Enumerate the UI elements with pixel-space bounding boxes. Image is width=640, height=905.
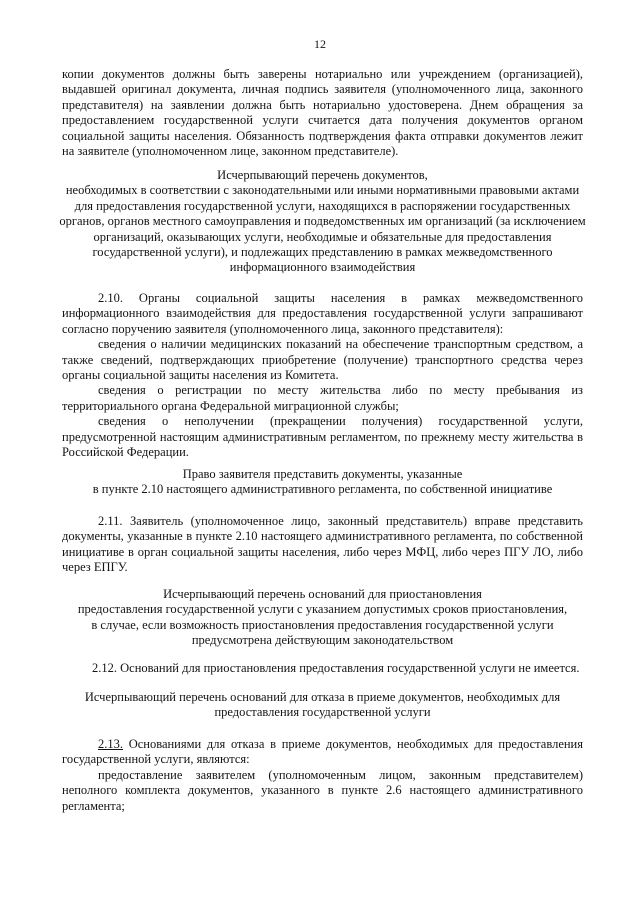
heading-applicant-right <box>40 467 605 498</box>
page-number: 12 <box>314 37 326 51</box>
clause-number: 2.13. <box>98 737 123 751</box>
paragraph-2-10-b: сведения о регистрации по месту жительства либо по месту пребывания из территориального органа Федеральной миграционной службы; <box>62 383 583 413</box>
heading-line: информационного взаимодействия <box>229 260 416 275</box>
section-2-10 <box>62 291 583 460</box>
paragraph-2-12: 2.12. Оснований для приостановления предоставления государственной услуги не имеется. <box>92 661 580 675</box>
heading-line: государственной услуги), и подлежащих представлению в рамках межведомственного <box>92 245 553 260</box>
heading-line: предоставления государственной услуги <box>214 705 431 720</box>
heading-line: Исчерпывающий перечень документов, <box>217 168 428 182</box>
paragraph-2-10-a: сведения о наличии медицинских показаний на обеспечение транспортным средством, а также сведений, подтверждающих приобретение (получение) транспортного средства через органы социальной защиты населения из Комитета. <box>62 337 583 383</box>
intro-paragraph: копии документов должны быть заверены нотариально или учреждением (организацией), выдавшей оригинал документа, личная подпись заявителя (уполномоченного лица, законного представителя) на заявлении должна быть нотариально удостоверена. Днем обращения за предоставлением государственной услуги считается дата получения документов органом социальной защиты населения. Обязанность подтверждения факта отправки документов лежит на заявителе (уполномоченном лице, законном представителе). <box>62 67 583 159</box>
heading-line: предоставления государственной услуги с указанием допустимых сроков приостановления, <box>77 602 568 617</box>
section-2-13 <box>62 737 583 814</box>
heading-line: предусмотрена действующим законодательством <box>191 633 454 648</box>
heading-line: в случае, если возможность приостановления предоставления государственной услуги <box>91 617 554 632</box>
paragraph-2-13 <box>62 737 583 768</box>
heading-documents-list <box>40 168 605 276</box>
heading-line: в пункте 2.10 настоящего административного регламента, по собственной инициативе <box>92 482 553 497</box>
heading-line: организаций, оказывающих услуги, необходимые и обязательные для предоставления <box>93 229 552 244</box>
heading-line: Исчерпывающий перечень оснований для отказа в приеме документов, необходимых для <box>84 690 561 704</box>
heading-line: Исчерпывающий перечень оснований для приостановления <box>163 587 482 601</box>
heading-line: Право заявителя представить документы, указанные <box>182 467 463 481</box>
heading-line: необходимых в соответствии с законодательными или иными нормативными правовыми актами <box>65 183 580 198</box>
paragraph-2-13-a: предоставление заявителем (уполномоченным лицом, законным представителем) неполного комплекта документов, указанного в пункте 2.6 настоящего административного регламента; <box>62 767 583 813</box>
heading-refusal <box>40 690 605 721</box>
heading-line: для предоставления государственной услуги, находящихся в распоряжении государственных <box>74 198 571 213</box>
heading-suspension <box>40 587 605 649</box>
heading-line: органов, органов местного самоуправления и подведомственных им организаций (за исключением <box>59 214 586 229</box>
clause-text: Основаниями для отказа в приеме документов, необходимых для предоставления государственной услуги, являются: <box>62 737 583 767</box>
paragraph-2-10-c: сведения о неполучении (прекращении получения) государственной услуги, предусмотренной настоящим административным регламентом, по прежнему месту жительства в Российской Федерации. <box>62 414 583 460</box>
paragraph-2-10: 2.10. Органы социальной защиты населения в рамках межведомственного информационного взаимодействия для предоставления государственной услуги запрашивают согласно поручению заявителя (уполномоченного лица, законного представителя): <box>62 291 583 336</box>
paragraph-2-11: 2.11. Заявитель (уполномоченное лицо, законный представитель) вправе представить документы, указанные в пункте 2.10 настоящего административного регламента, по собственной инициативе в орган социальной защиты населения, либо через МФЦ, либо через ПГУ ЛО, либо через ЕПГУ. <box>62 514 583 575</box>
